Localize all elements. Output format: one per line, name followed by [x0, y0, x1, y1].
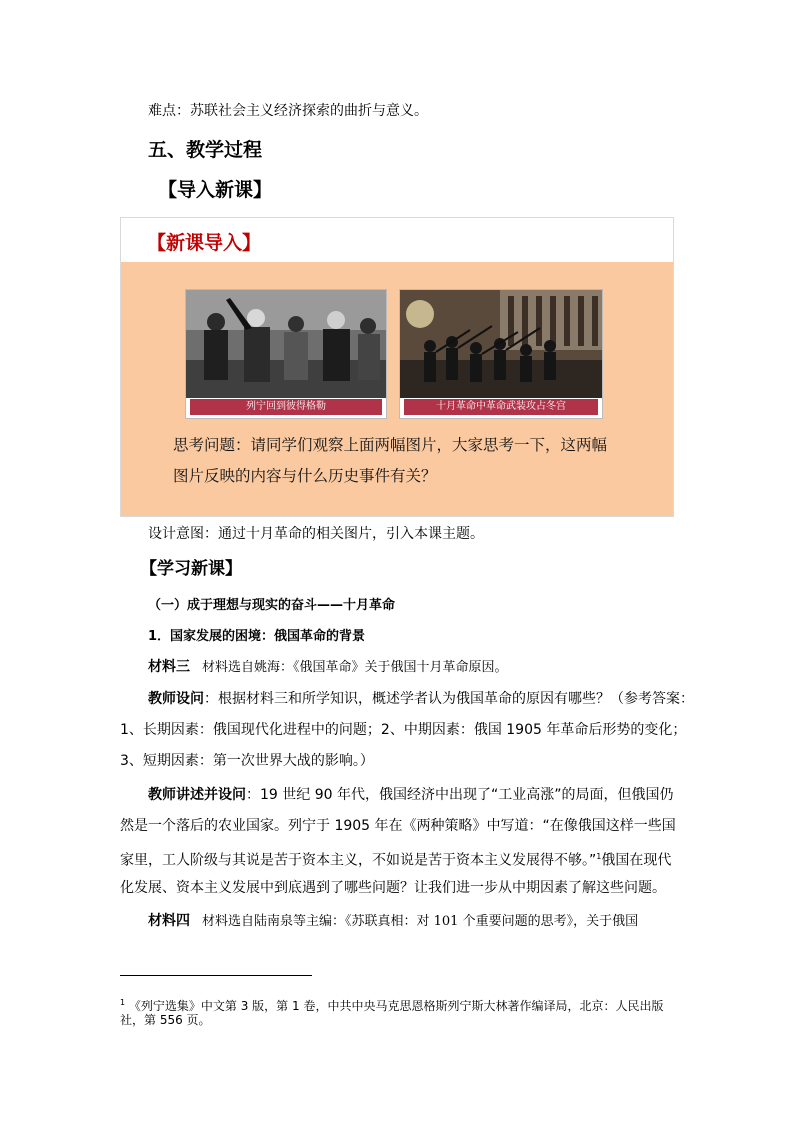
slide-image	[120, 217, 674, 517]
intro-heading: 【导入新课】	[158, 179, 273, 201]
teacher-talk-line2: 然是一个落后的农业国家。列宁于 1905 年在《两种策略》中写道：“在像俄国这样一些国	[120, 818, 676, 834]
footnote-ref[interactable]: 1	[596, 852, 602, 861]
slide-question-line2: 图片反映的内容与什么历史事件有关？	[173, 467, 437, 485]
photo-winter-palace-illustration	[400, 290, 602, 398]
material4-label: 材料四	[148, 913, 190, 929]
teacher-talk-label: 教师讲述并设问	[148, 787, 246, 803]
teacher-talk-text1: ：19 世纪 90 年代，俄国经济中出现了“工业高涨”的局面，但俄国仍	[246, 787, 674, 803]
footnote-divider	[120, 975, 312, 976]
photo-lenin-return-illustration	[186, 290, 386, 398]
material4-text: 材料选自陆南泉等主编：《苏联真相：对 101 个重要问题的思考》，关于俄国	[202, 914, 639, 929]
material3	[148, 657, 508, 678]
photo-lenin-return	[185, 289, 387, 419]
teacher-question-label: 教师设问	[148, 691, 204, 707]
point1-heading: 1．国家发展的困境：俄国革命的背景	[148, 629, 366, 644]
slide-title: 【新课导入】	[147, 232, 262, 254]
material3-text: 材料选自姚海：《俄国革命》关于俄国十月革命原因。	[202, 660, 508, 675]
difficulty-text: 难点：苏联社会主义经济探索的曲折与意义。	[148, 103, 428, 119]
teacher-question-line3: 3、短期因素：第一次世界大战的影响。）	[120, 753, 374, 769]
learn-heading: 【学习新课】	[140, 559, 242, 579]
material3-label: 材料三	[148, 659, 190, 675]
slide-body	[121, 262, 673, 516]
teacher-talk-line3	[120, 847, 671, 871]
slide-question-line1: 思考问题：请同学们观察上面两幅图片，大家思考一下，这两幅	[173, 436, 608, 454]
teacher-talk-text3a: 家里，工人阶级与其说是苦于资本主义，不如说是苦于资本主义发展得不够。”	[120, 852, 597, 869]
footnote-text1: 《列宁选集》中文第 3 版，第 1 卷，中共中央马克思恩格斯列宁斯大林著作编译局，北京：人民出版	[128, 999, 664, 1013]
photo-winter-palace	[399, 289, 603, 419]
teacher-talk-line4: 化发展、资本主义发展中到底遇到了哪些问题？让我们进一步从中期因素了解这些问题。	[120, 880, 666, 896]
teacher-talk-line1	[148, 785, 673, 805]
teacher-question-line2: 1、长期因素：俄国现代化进程中的问题；2、中期因素：俄国 1905 年革命后形势的变化；	[120, 722, 687, 738]
teacher-question-text1: ：根据材料三和所学知识，概述学者认为俄国革命的原因有哪些？（参考答案：	[204, 691, 694, 707]
footnote-mark: 1	[120, 998, 126, 1007]
part1-heading: （一）成于理想与现实的奋斗——十月革命	[148, 598, 396, 613]
footnote-line2: 社，第 556 页。	[120, 1013, 211, 1027]
teacher-talk-text3b: 俄国在现代	[601, 852, 672, 869]
photo1-caption: 列宁回到彼得格勒	[190, 399, 382, 415]
design-intent: 设计意图：通过十月革命的相关图片，引入本课主题。	[148, 526, 484, 542]
section-heading: 五、教学过程	[148, 139, 263, 161]
photo2-caption: 十月革命中革命武装攻占冬宫	[404, 399, 598, 415]
material4	[148, 911, 638, 932]
teacher-question-line1	[148, 689, 694, 709]
